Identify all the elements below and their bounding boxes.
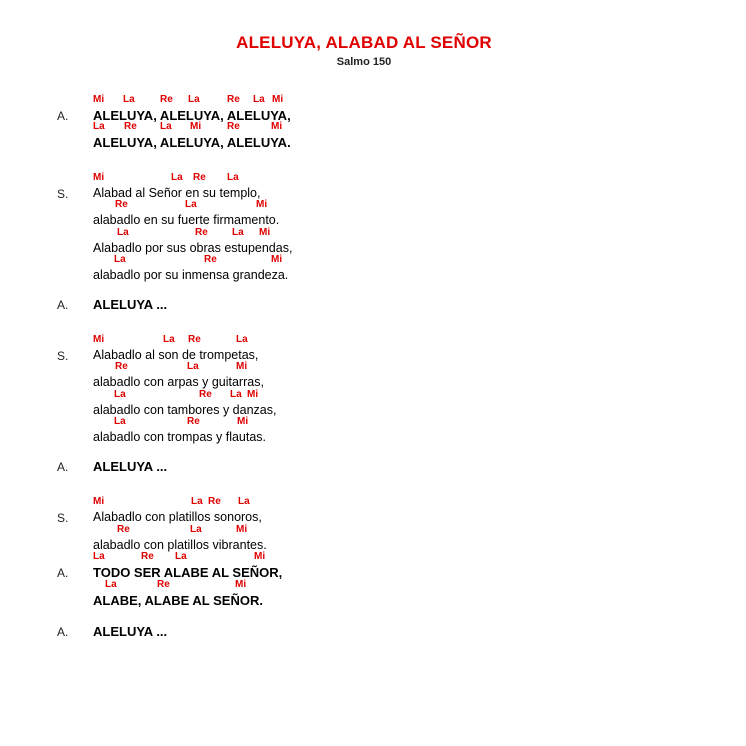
chord: Mi	[237, 416, 249, 427]
verse-label: S.	[57, 349, 69, 363]
lyric-line: alabadlo en su fuerte firmamento.	[93, 213, 280, 227]
chord: Mi	[93, 172, 105, 183]
chord: Re	[227, 94, 240, 105]
chord: La	[185, 199, 197, 210]
chord: Mi	[271, 254, 283, 265]
chord: Mi	[247, 389, 259, 400]
chord: Mi	[190, 121, 202, 132]
chord: La	[171, 172, 183, 183]
chord: La	[123, 94, 135, 105]
verse-label: A.	[57, 298, 69, 312]
chord: La	[93, 121, 105, 132]
lyric-line: Alabadlo al son de trompetas,	[93, 348, 259, 362]
chord: Mi	[93, 94, 105, 105]
verse-label: S.	[57, 511, 69, 525]
lyric-line: Alabadlo por sus obras estupendas,	[93, 241, 293, 255]
chord: Mi	[236, 361, 248, 372]
chord: Mi	[254, 551, 266, 562]
chord: Re	[117, 524, 130, 535]
verse-label: A.	[57, 460, 69, 474]
verse-label: A.	[57, 625, 69, 639]
chord: Mi	[256, 199, 268, 210]
chord: La	[114, 416, 126, 427]
chord: Re	[227, 121, 240, 132]
chord: La	[163, 334, 175, 345]
chord: Mi	[236, 524, 248, 535]
chord: La	[232, 227, 244, 238]
lyric-line: ALELUYA ...	[93, 459, 168, 474]
chord: Re	[157, 579, 170, 590]
chord: Mi	[93, 334, 105, 345]
chord: La	[191, 496, 203, 507]
chord: La	[160, 121, 172, 132]
verse-label: A.	[57, 109, 69, 123]
chord: Mi	[259, 227, 271, 238]
chord: Re	[193, 172, 206, 183]
chord: Mi	[235, 579, 247, 590]
chord: La	[93, 551, 105, 562]
lyric-line: ALELUYA ...	[93, 297, 168, 312]
chord: Mi	[272, 94, 284, 105]
lyric-line: alabadlo por su inmensa grandeza.	[93, 268, 289, 282]
chord: La	[188, 94, 200, 105]
chord: Re	[124, 121, 137, 132]
chord: Re	[141, 551, 154, 562]
chord: Re	[115, 199, 128, 210]
chord: Mi	[271, 121, 283, 132]
lyric-line: ALABE, ALABE AL SEÑOR.	[93, 593, 263, 608]
chord: La	[238, 496, 250, 507]
lyric-line: ALELUYA, ALELUYA, ALELUYA.	[93, 135, 291, 150]
lyric-line: TODO SER ALABE AL SEÑOR,	[93, 565, 283, 580]
lyric-line: alabadlo con arpas y guitarras,	[93, 375, 264, 389]
chord: La	[190, 524, 202, 535]
chord: La	[117, 227, 129, 238]
song-title: ALELUYA, ALABAD AL SEÑOR	[236, 33, 492, 52]
chord: La	[175, 551, 187, 562]
chord: La	[187, 361, 199, 372]
chord: Re	[115, 361, 128, 372]
chord: La	[253, 94, 265, 105]
lyric-line: alabadlo con trompas y flautas.	[93, 430, 267, 444]
chord: Re	[160, 94, 173, 105]
chord: Re	[188, 334, 201, 345]
chord: Re	[208, 496, 221, 507]
chord: Mi	[93, 496, 105, 507]
chord: La	[114, 389, 126, 400]
lyric-line: alabadlo con tambores y danzas,	[93, 403, 277, 417]
chord: La	[236, 334, 248, 345]
lyric-line: ALELUYA ...	[93, 624, 168, 639]
verse-label: A.	[57, 566, 69, 580]
chord: La	[114, 254, 126, 265]
chord: Re	[187, 416, 200, 427]
chord: Re	[195, 227, 208, 238]
chord: La	[227, 172, 239, 183]
chord: Re	[199, 389, 212, 400]
lyric-line: Alabadlo con platillos sonoros,	[93, 510, 262, 524]
lyric-line: Alabad al Señor en su templo,	[93, 186, 261, 200]
chord: La	[105, 579, 117, 590]
verse-label: S.	[57, 187, 69, 201]
chord: Re	[204, 254, 217, 265]
lyric-line: ALELUYA, ALELUYA, ALELUYA,	[93, 108, 291, 123]
song-subtitle: Salmo 150	[336, 56, 392, 68]
lyric-line: alabadlo con platillos vibrantes.	[93, 538, 267, 552]
chord: La	[230, 389, 242, 400]
